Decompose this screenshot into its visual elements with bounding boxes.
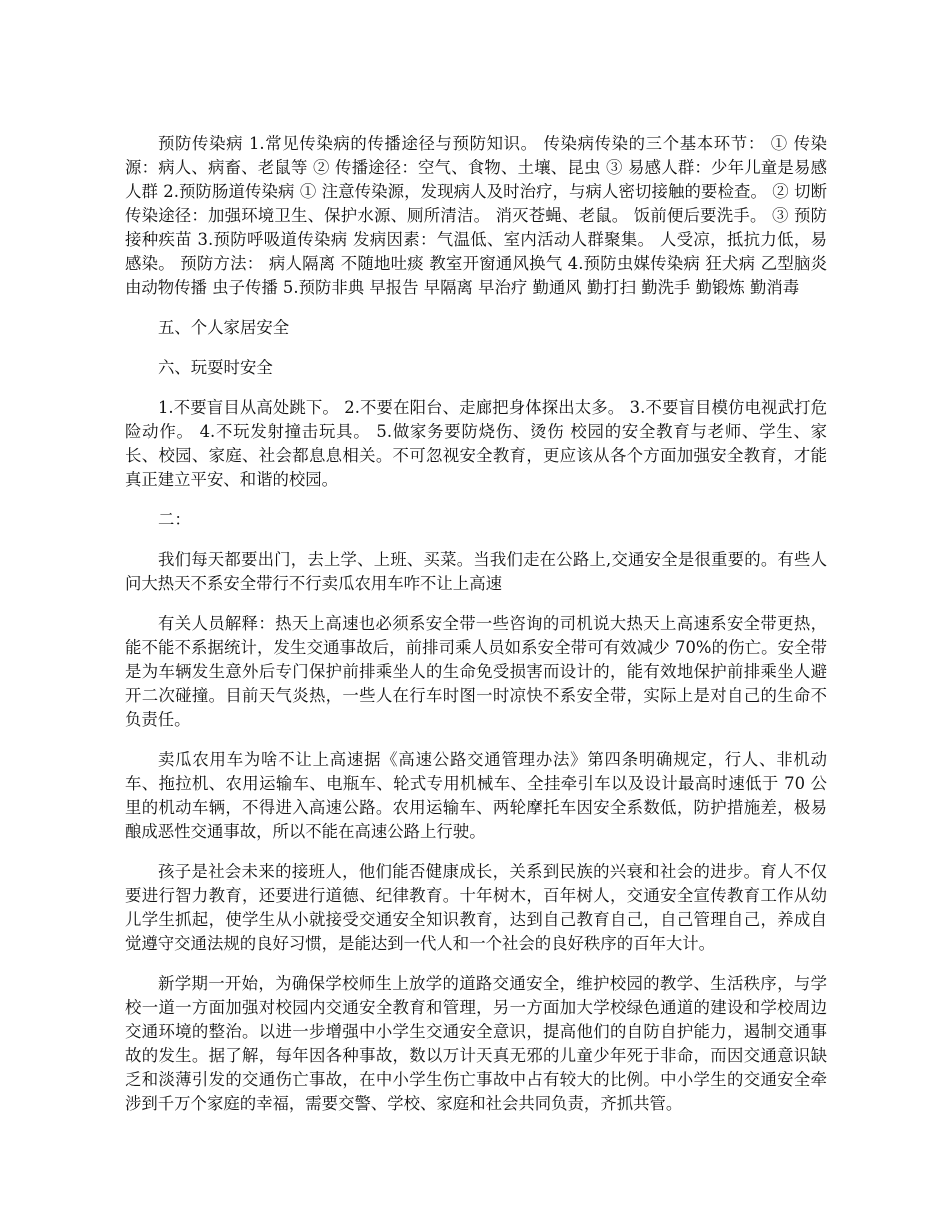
paragraph-infectious-disease: 预防传染病 1.常见传染病的传播途径与预防知识。 传染病传染的三个基本环节： ① 传染源：病人、病畜、老鼠等 ② 传播途径：空气、食物、土壤、昆虫 ③ 易感人群：少年儿童是易感人群 2.预防肠道传染病 ① 注意传染源，发现病人及时治疗，与病人密切接触的要检查。 ② 切断传染途径：加强环境卫生、保护水源、厕所清洁。 消灭苍蝇、老鼠。 饭前便后要洗手。 ③ 预防接种疾苗 3.预防呼吸道传染病 发病因素：气温低、室内活动人群聚集。 人受凉，抵抗力低，易感染。 预防方法： 病人隔离 不随地吐痰 教室开窗通风换气 4.预防虫媒传染病 狂犬病 乙型脑炎 由动物传播 虫子传播 5.预防非典 早报告 早隔离 早治疗 勤通风 勤打扫 勤洗手 勤锻炼 勤消毒 <box>125 134 827 297</box>
paragraph-children-education: 孩子是社会未来的接班人，他们能否健康成长，关系到民族的兴衰和社会的进步。育人不仅要进行智力教育，还要进行道德、纪律教育。十年树木，百年树人，交通安全宣传教育工作从幼儿学生抓起，使学生从小就接受交通安全知识教育，达到自己教育自己，自己管理自己，养成自觉遵守交通法规的良好习惯，是能达到一代人和一个社会的良好秩序的百年大计。 <box>125 862 827 953</box>
paragraph-seatbelt: 有关人员解释：热天上高速也必须系安全带一些咨询的司机说大热天上高速系安全带更热，能不能不系据统计，发生交通事故后，前排司乘人员如系安全带可有效减少 70%的伤亡。安全带是为车辆发生意外后专门保护前排乘坐人的生命免受损害而设计的，能有效地保护前排乘坐人避开二次碰撞。目前天气炎热，一些人在行车时图一时凉快不系安全带，实际上是对自己的生命不负责任。 <box>125 614 827 729</box>
paragraph-new-semester: 新学期一开始，为确保学校师生上放学的道路交通安全，维护校园的教学、生活秩序，与学校一道一方面加强对校园内交通安全教育和管理，另一方面加大学校绿色通道的建设和学校周边交通环境的整治。以进一步增强中小学生交通安全意识，提高他们的自防自护能力，遏制交通事故的发生。据了解，每年因各种事故，数以万计天真无邪的儿童少年死于非命，而因交通意识缺乏和淡薄引发的交通伤亡事故，在中小学生伤亡事故中占有较大的比例。中小学生的交通安全牵涉到千万个家庭的幸福，需要交警、学校、家庭和社会共同负责，齐抓共管。 <box>125 974 827 1113</box>
heading-section-two: 二： <box>158 510 191 529</box>
paragraph-farm-vehicle: 卖瓜农用车为啥不让上高速据《高速公路交通管理办法》第四条明确规定，行人、非机动车、拖拉机、农用运输车、电瓶车、轮式专用机械车、全挂牵引车以及设计最高时速低于 70 公里的机动车辆，不得进入高速公路。农用运输车、两轮摩托车因安全系数低，防护措施差，极易酿成恶性交通事故，所以不能在高速公路上行驶。 <box>125 750 827 841</box>
heading-play-safety: 六、玩耍时安全 <box>158 358 273 377</box>
paragraph-traffic-intro: 我们每天都要出门，去上学、上班、买菜。当我们走在公路上,交通安全是很重要的。有些人问大热天不系安全带行不行卖瓜农用车咋不让上高速 <box>125 550 827 593</box>
paragraph-play-safety: 1.不要盲目从高处跳下。 2.不要在阳台、走廊把身体探出太多。 3.不要盲目模仿电视武打危险动作。 4.不玩发射撞击玩具。 5.做家务要防烧伤、烫伤 校园的安全教育与老师、学生、家长、校园、家庭、社会都息息相关。不可忽视安全教育，更应该从各个方面加强安全教育，才能真正建立平安、和谐的校园。 <box>125 398 827 489</box>
heading-home-safety: 五、个人家居安全 <box>158 318 290 337</box>
document-body <box>125 132 827 1132</box>
